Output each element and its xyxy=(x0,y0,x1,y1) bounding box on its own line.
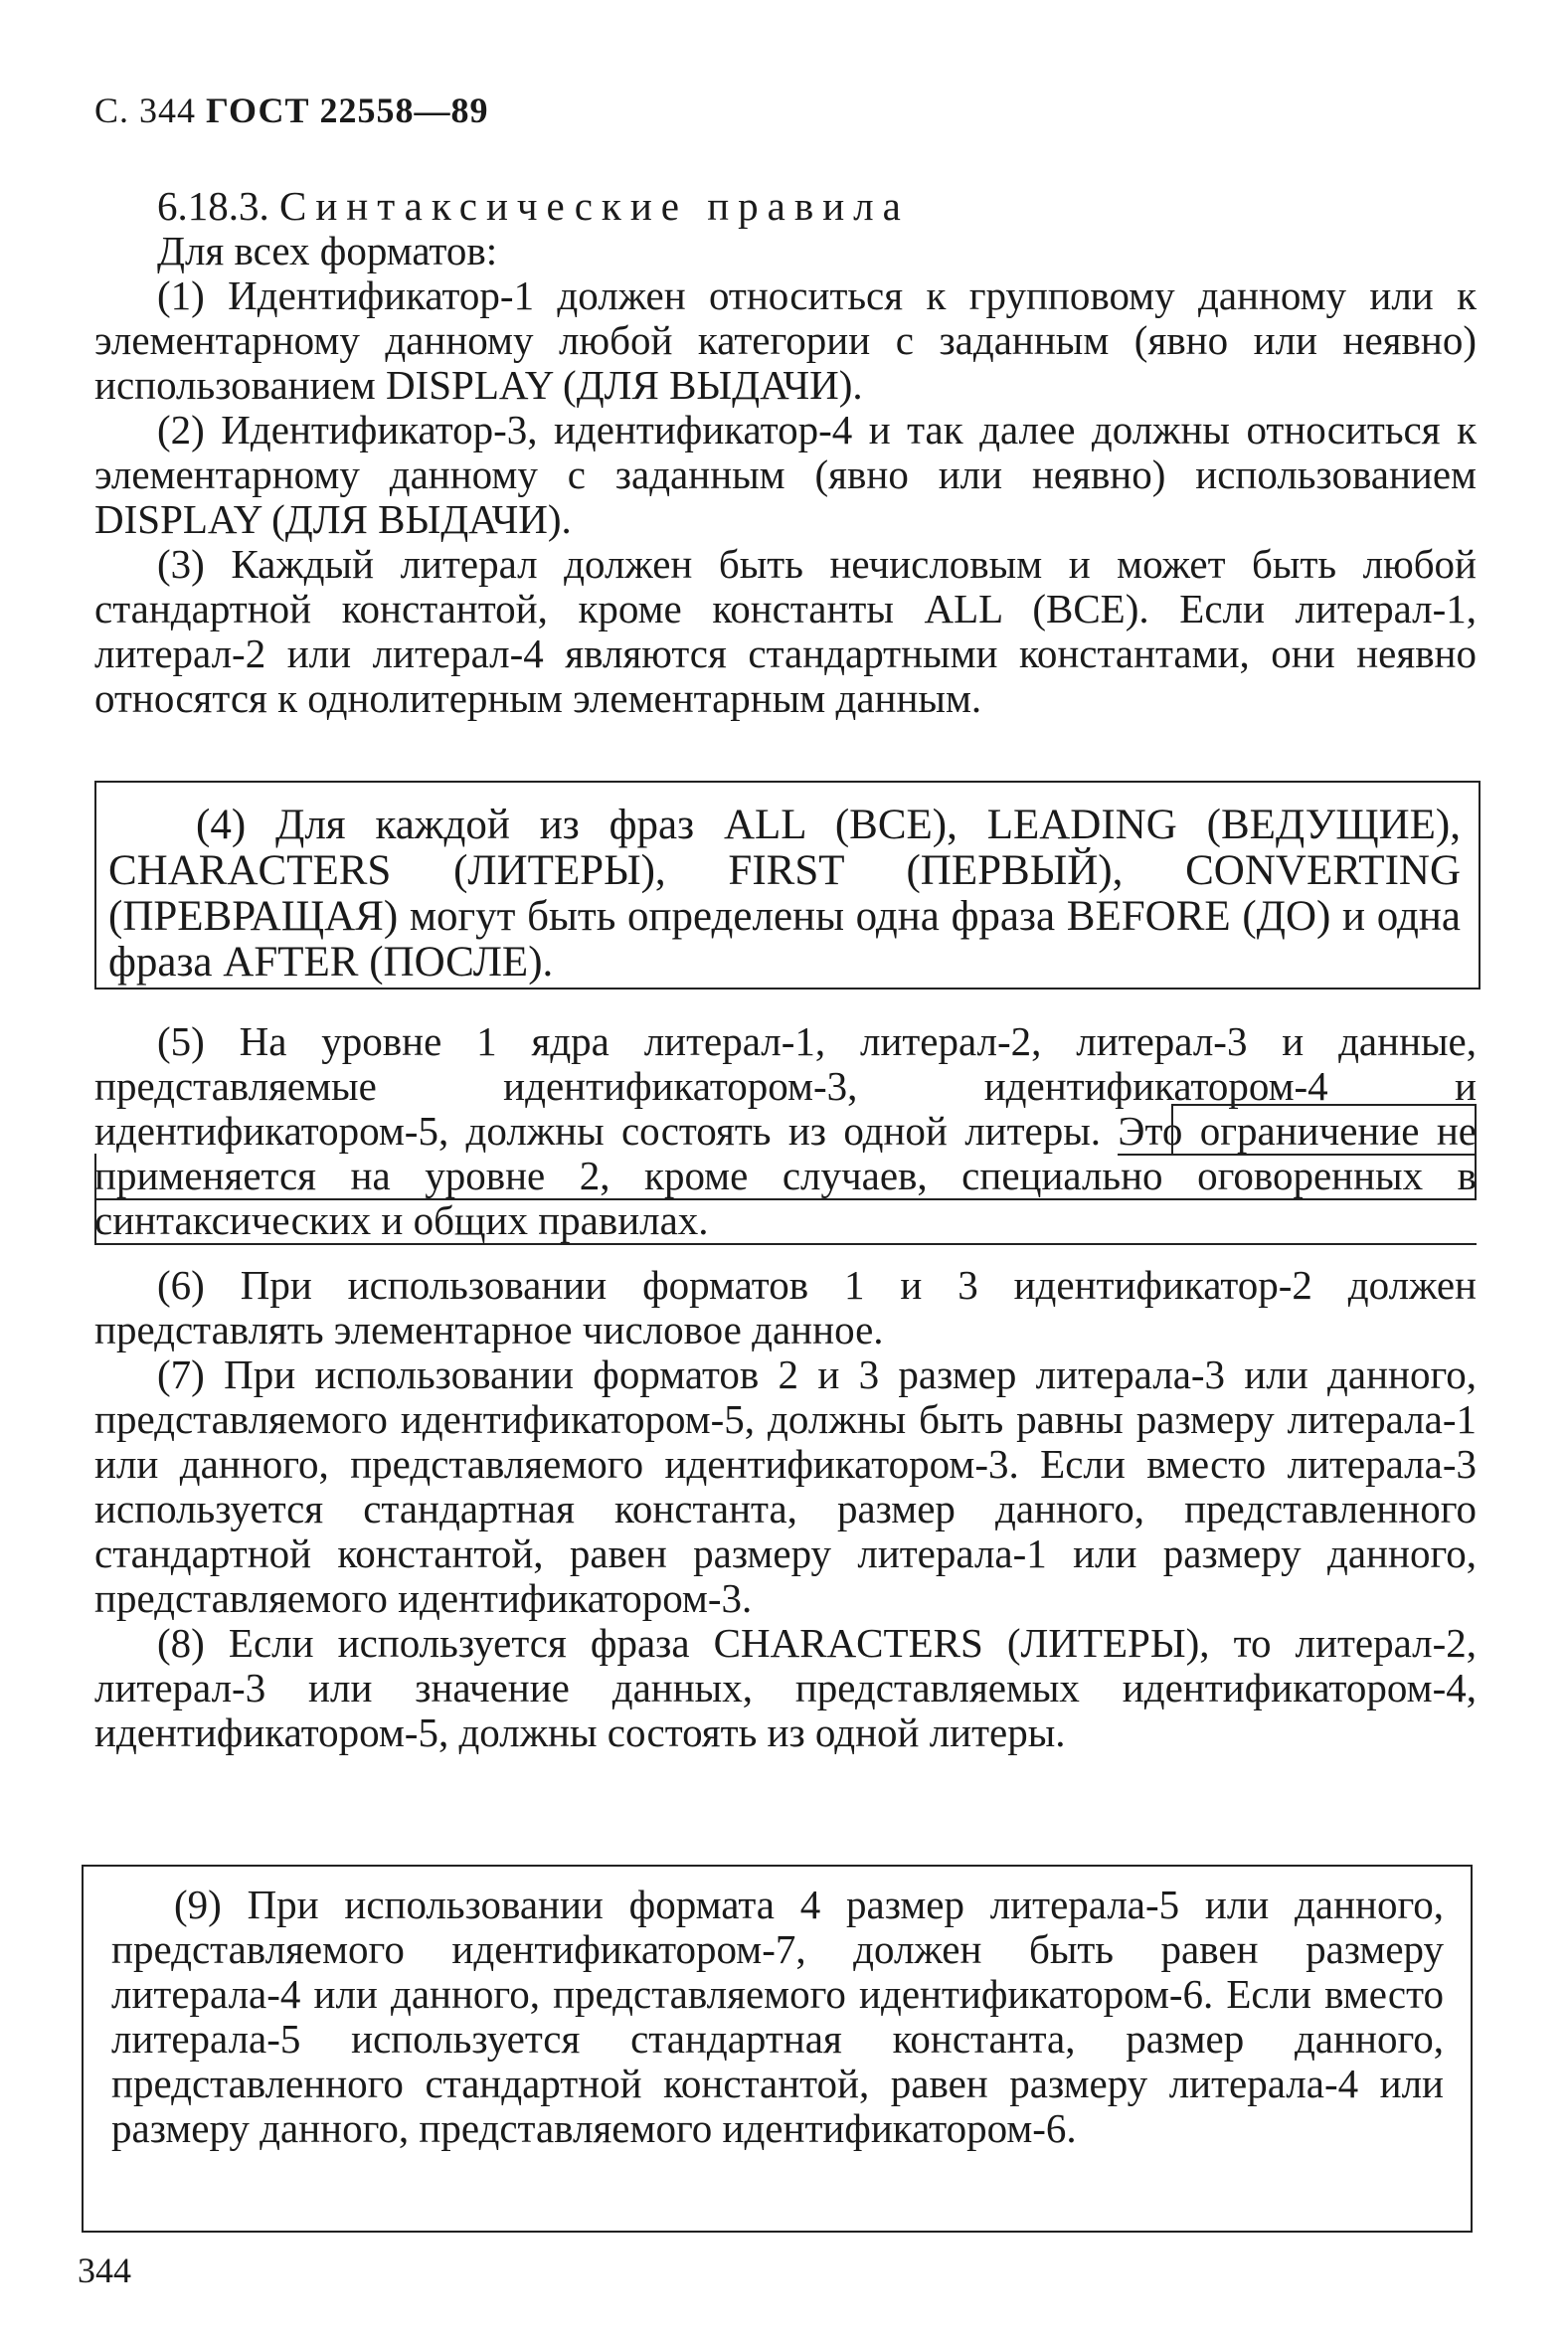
intro-line: Для всех форматов: xyxy=(157,228,498,273)
page-header xyxy=(94,90,488,131)
rule-9: (9) При использовании формата 4 размер литерала-5 или данного, представляемого идентификатором-7, должен быть равен размеру литерала-4 или данного, представляемого идентификатором-6. Если вместо литерала-5 используется стандартная константа, размер данного, представленного стандартной константой, равен размеру литерала-4 или размеру данного, представляемого идентификатором-6. xyxy=(111,1882,1444,2151)
section-number: 6.18.3. xyxy=(157,183,269,229)
page-number: 344 xyxy=(78,2250,131,2290)
rule-5-box-bottom xyxy=(94,1243,1477,1245)
rule-7: (7) При использовании форматов 2 и 3 размер литерала-3 или данного, представляемого идентификатором-5, должны быть равны размеру литерала-1 или данного, представляемого идентификатором-3. Если вместо литерала-3 используется стандартная константа, размер данного, представленного стандартной константой, равен размеру литерала-1 или размеру данного, представляемого идентификатором-3. xyxy=(94,1351,1477,1621)
box-bottom-rule xyxy=(94,988,1481,990)
section-title: Синтаксические правила xyxy=(279,183,910,229)
rule-5-level1: (5) На уровне 1 ядра литерал-1, литерал-2, литерал-3 и данные, представляемые идентификатором-3, идентификатором-4 и идентификатором-5, должны состоять из одной литеры. xyxy=(94,1018,1477,1154)
rules-block-1 xyxy=(94,184,1477,721)
rule-3: (3) Каждый литерал должен быть нечисловым и может быть любой стандартной константой, кроме константы ALL (ВСЕ). Если литерал-1, литерал-2 или литерал-4 являются стандартными константами, они неявно относятся к однолитерным элементарным данным. xyxy=(94,541,1477,721)
rule-4-box xyxy=(94,781,1481,990)
box-top-rule xyxy=(82,1865,1473,1867)
rule-5a xyxy=(94,1019,1477,1243)
section-heading xyxy=(94,184,1477,229)
rule-5-box-left-upper xyxy=(1171,1104,1173,1156)
header-page-prefix: С. 344 xyxy=(94,90,197,130)
rule-8: (8) Если используется фраза CHARACTERS (ЛИТЕРЫ), то литерал-2, литерал-3 или значение данных, представляемых идентификатором-4, идентификатором-5, должны состоять из одной литеры. xyxy=(94,1620,1477,1755)
box-bottom-rule xyxy=(82,2231,1473,2233)
box-top-rule xyxy=(94,781,1481,783)
rule-2: (2) Идентификатор-3, идентификатор-4 и так далее должны относиться к элементарному данному с заданным (явно или неявно) использованием DISPLAY (ДЛЯ ВЫДАЧИ). xyxy=(94,407,1477,542)
rule-5-box-left-lower xyxy=(94,1154,96,1243)
rule-9-box xyxy=(82,1865,1473,2233)
rule-6: (6) При использовании форматов 1 и 3 идентификатор-2 должен представлять элементарное числовое данное. xyxy=(94,1262,1477,1352)
rule-5-box-right xyxy=(1475,1104,1477,1199)
rule-5-box-top xyxy=(1171,1104,1475,1106)
rule-1: (1) Идентификатор-1 должен относиться к групповому данному или к элементарному данному любой категории с заданным (явно или неявно) использованием DISPLAY (ДЛЯ ВЫДАЧИ). xyxy=(94,272,1477,408)
rule-5-block xyxy=(94,1019,1477,1243)
rule-5-level2: Это ограничение не применяется на уровне 2, кроме случаев, специально оговоренных в синтаксических и общих правилах. xyxy=(94,1108,1477,1243)
header-gost-code: ГОСТ 22558—89 xyxy=(206,90,489,130)
rules-block-2 xyxy=(94,1263,1477,1755)
rule-4: (4) Для каждой из фраз ALL (ВСЕ), LEADING (ВЕДУЩИЕ), CHARACTERS (ЛИТЕРЫ), FIRST (ПЕРВЫЙ), CONVERTING (ПРЕВРАЩАЯ) могут быть определены одна фраза BEFORE (ДО) и одна фраза AFTER (ПОСЛЕ). xyxy=(108,802,1461,986)
